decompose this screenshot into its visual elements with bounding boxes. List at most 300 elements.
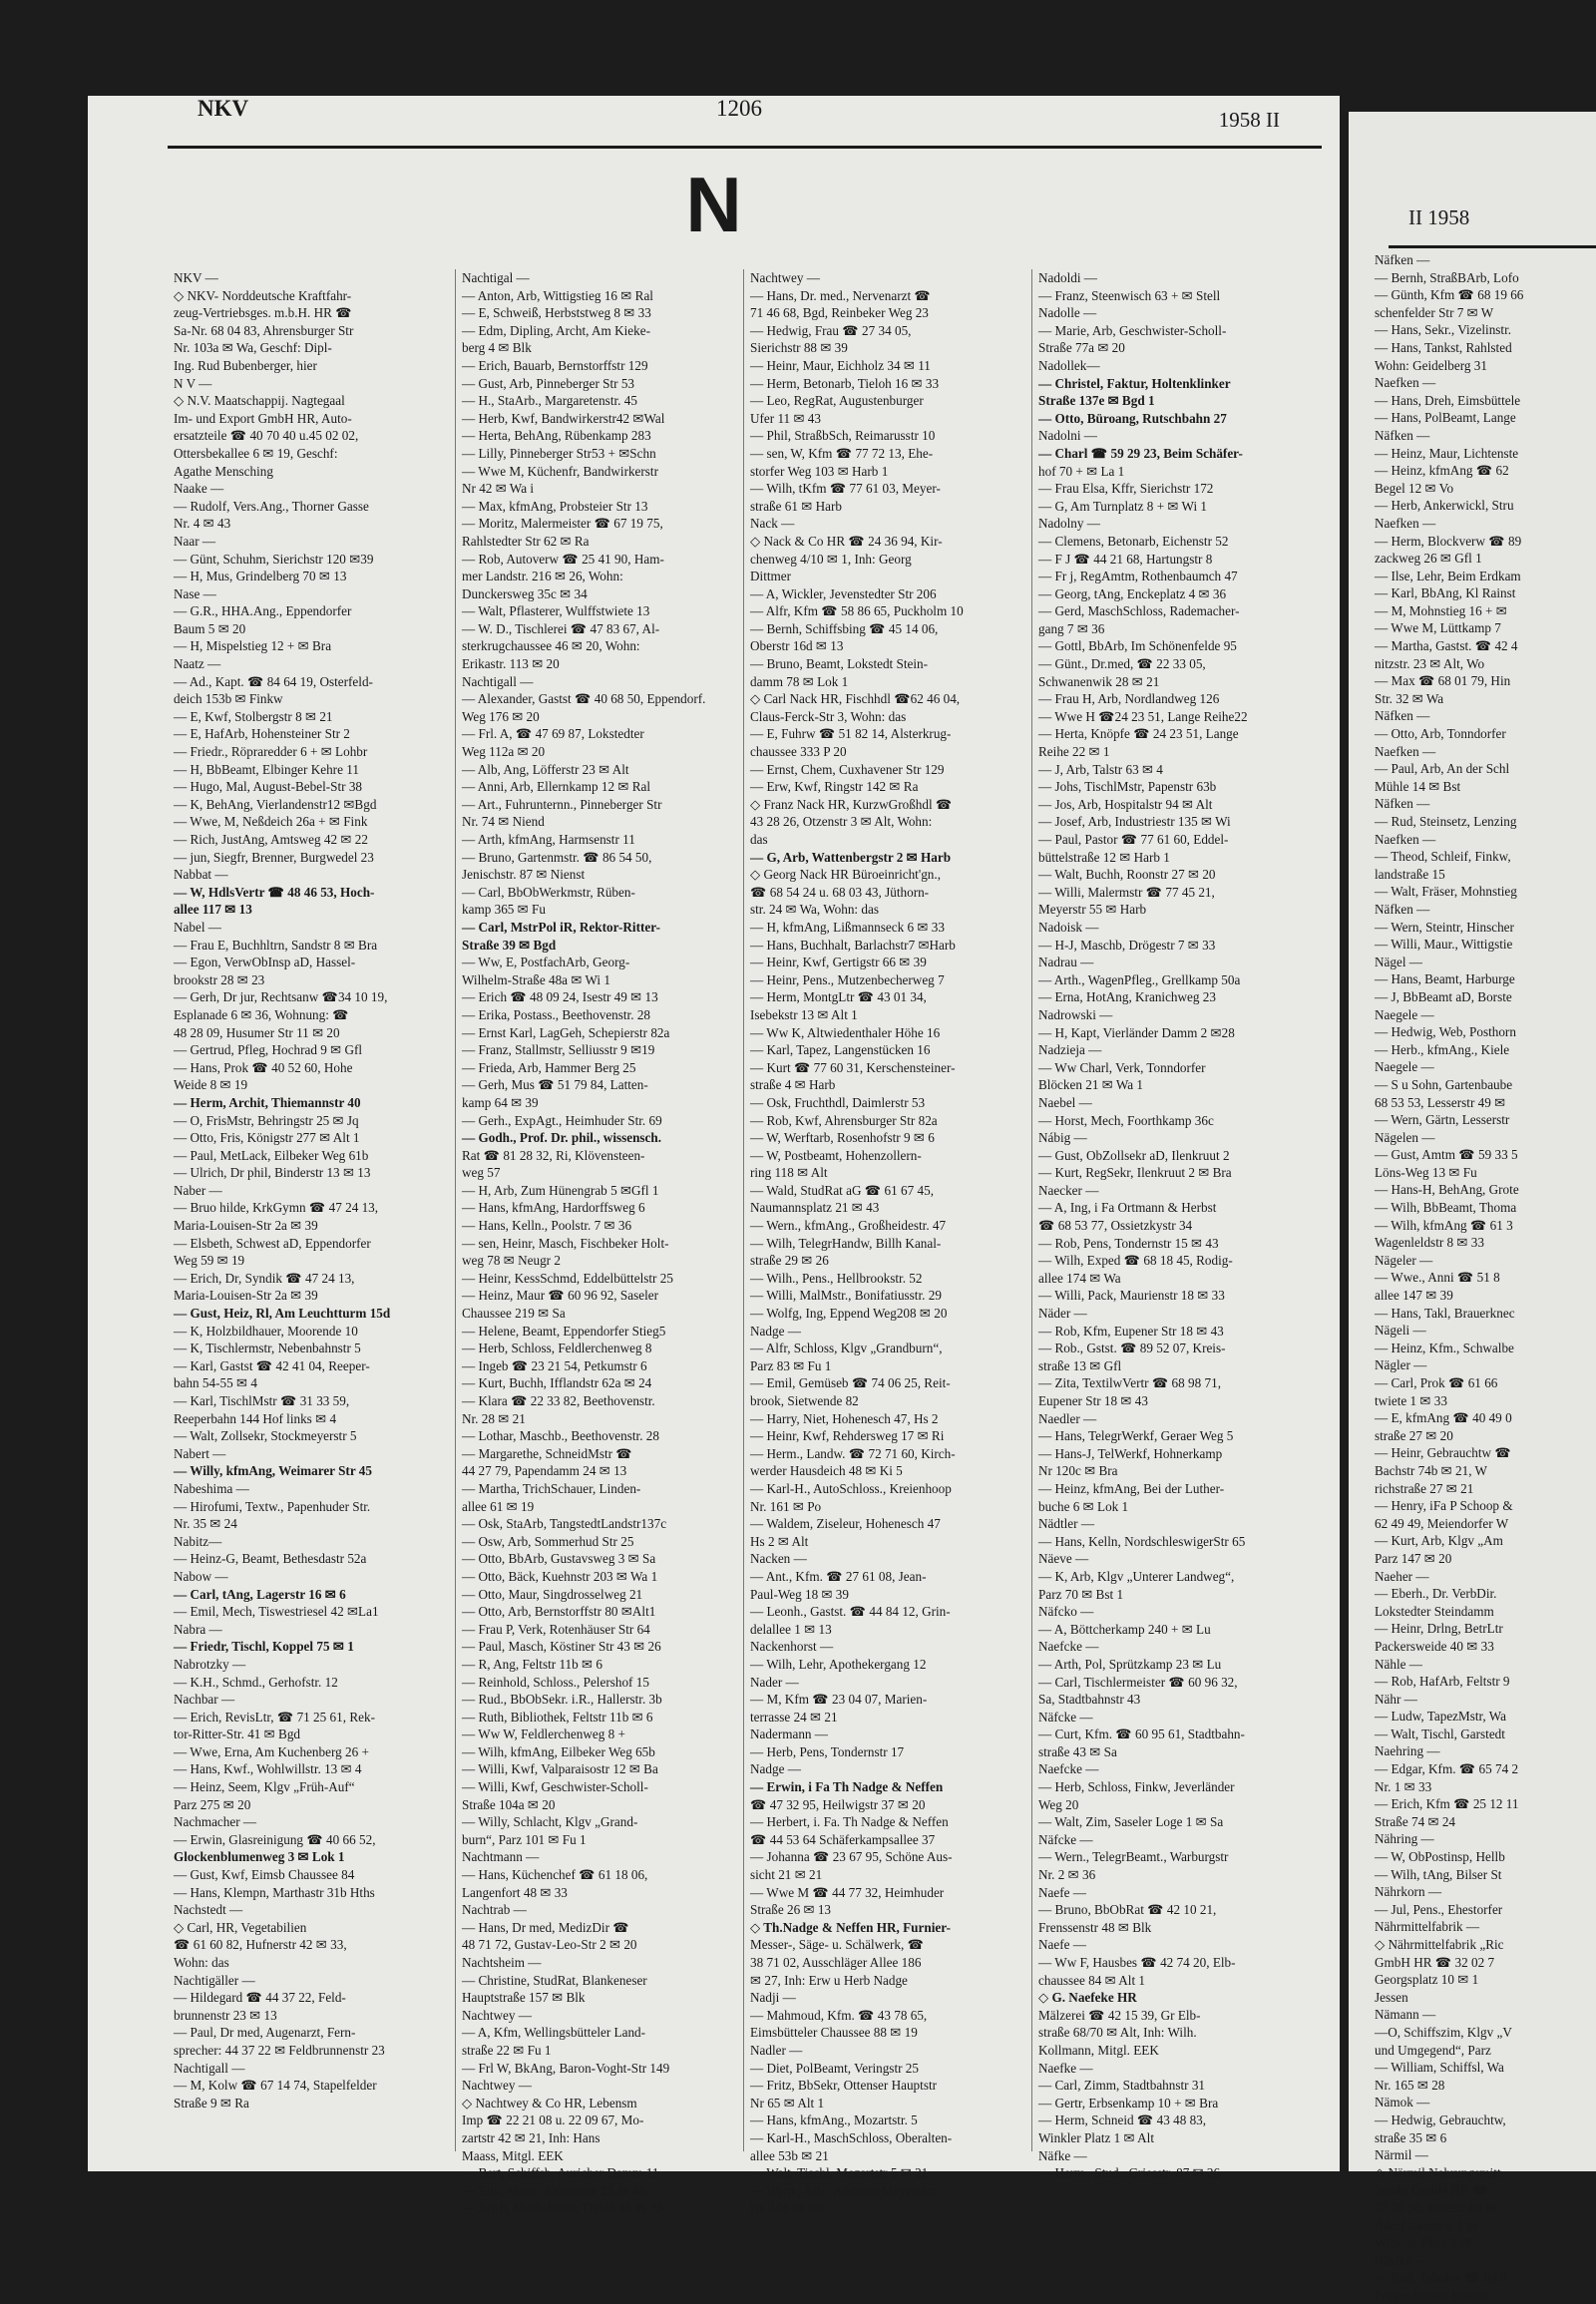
directory-line: Nadoisk — bbox=[1038, 919, 1099, 935]
directory-line: Naefcke — bbox=[1038, 1639, 1099, 1655]
directory-line: Straße 104a ✉ 20 bbox=[462, 1796, 556, 1812]
directory-line: Näfken — bbox=[1375, 708, 1430, 724]
directory-line: straße 35 ✉ 6 bbox=[1375, 2129, 1447, 2145]
directory-line: Naefken — bbox=[1375, 375, 1436, 391]
directory-line: — Egon, VerwObInsp aD, Hassel- bbox=[174, 955, 356, 970]
directory-line: — Frau P, Verk, Rotenhäuser Str 64 bbox=[462, 1621, 650, 1637]
directory-line: 43 28 26, Otzenstr 3 ✉ Alt, Wohn: bbox=[750, 814, 933, 830]
directory-line: — Wilh, Lehr, Apothekergang 12 bbox=[750, 1656, 927, 1672]
directory-line: Nack — bbox=[750, 516, 795, 532]
directory-line: und Umgegend“, Parz bbox=[1375, 2042, 1491, 2058]
directory-line: — Emil, Mech, Tiswestriesel 42 ✉La1 bbox=[174, 1604, 379, 1620]
directory-line: — Herta, BehAng, Rübenkamp 283 bbox=[462, 428, 651, 444]
directory-line: — K, BehAng, Vierlandenstr12 ✉Bgd bbox=[174, 796, 377, 812]
directory-line: — Kurt, Arb, Klgv „Am bbox=[1375, 1533, 1503, 1549]
directory-line: — Wern., kfmAng., Großheidestr. 47 bbox=[750, 1218, 947, 1234]
directory-line: — Frau H, Arb, Nordlandweg 126 bbox=[1038, 691, 1220, 707]
directory-line: Näfken — bbox=[1375, 796, 1430, 812]
directory-line: — H, Mispelstieg 12 + ✉ Bra bbox=[174, 638, 332, 654]
directory-line: Naefken — bbox=[1375, 831, 1436, 847]
directory-line: — Hedwig, Web, Posthorn bbox=[1375, 1024, 1516, 1040]
directory-line: — Franz, Steenwisch 63 + ✉ Stell bbox=[1038, 287, 1221, 303]
directory-line: — Herm, MontgLtr ☎ 43 01 34, bbox=[750, 989, 927, 1005]
directory-line: zeug-Vertriebsges. m.b.H. HR ☎ bbox=[174, 305, 352, 321]
directory-line: — Carl, Tischlermeister ☎ 60 96 32, bbox=[1038, 1674, 1238, 1690]
directory-line: — Hans, Prok ☎ 40 52 60, Hohe bbox=[174, 1059, 353, 1075]
directory-line: — W, ObPostinsp, Hellb bbox=[1375, 1849, 1505, 1865]
directory-line: — Wilh, kfmAng, Eilbeker Weg 65b bbox=[462, 1743, 655, 1759]
directory-line: — H, Arb, Zum Hünengrab 5 ✉Gfl 1 bbox=[462, 1182, 659, 1198]
directory-line: Baum 5 ✉ 20 bbox=[174, 620, 246, 636]
directory-line: — Herb, Kwf, Bandwirkerstr42 ✉Wal bbox=[462, 410, 665, 426]
directory-line: — Anni, Arb, Ellernkamp 12 ✉ Ral bbox=[462, 779, 651, 795]
directory-line: Wilhelm-Straße 48a ✉ Wi 1 bbox=[462, 971, 610, 987]
directory-line: Närmil — bbox=[1375, 2147, 1428, 2163]
directory-line: — Erwin, Glasreinigung ☎ 40 66 52, bbox=[174, 1831, 376, 1847]
directory-line: — Karl, Tapez, Langenstücken 16 bbox=[750, 1042, 931, 1058]
directory-line: — Heinz, Seem, Klgv „Früh-Auf“ bbox=[174, 1779, 355, 1795]
directory-line: ◇ G. Naefeke HR bbox=[1038, 1990, 1137, 2006]
directory-line: — Bernh, Schiffsbing ☎ 45 14 06, bbox=[750, 620, 939, 636]
directory-line: — Erich, Kfm ☎ 25 12 11 bbox=[1375, 1796, 1519, 1812]
directory-line: Imp ☎ 22 21 08 u. 22 09 67, Mo- bbox=[462, 2112, 644, 2128]
directory-line: — Erich, RevisLtr, ☎ 71 25 61, Rek- bbox=[174, 1709, 375, 1725]
directory-line: Nähr — bbox=[1375, 1691, 1417, 1707]
directory-line: — W, HdlsVertr ☎ 48 46 53, Hoch- bbox=[174, 884, 375, 900]
directory-line: — Herm, Betonarb, Tieloh 16 ✉ 33 bbox=[750, 375, 940, 391]
directory-line: Meyerstr 55 ✉ Harb bbox=[1038, 902, 1147, 918]
directory-line: 68 53 53, Lesserstr 49 ✉ bbox=[1375, 1094, 1506, 1110]
directory-line: richstraße 27 ✉ 21 bbox=[1375, 1480, 1474, 1496]
directory-line: Nadji — bbox=[750, 1990, 796, 2006]
directory-line: Nabeshima — bbox=[174, 1480, 249, 1496]
directory-line: Näfke — bbox=[1038, 2147, 1087, 2163]
directory-line: straße 29 ✉ 26 bbox=[750, 1253, 829, 1269]
directory-line: — Zita, TextilwVertr ☎ 68 98 71, bbox=[1038, 1375, 1222, 1391]
directory-line: Nachtwey — bbox=[462, 2078, 532, 2094]
directory-line: str. 24 ✉ Wa, Wohn: das bbox=[750, 902, 879, 918]
directory-line: — Wern, Steintr, Hinscher bbox=[1375, 919, 1514, 935]
directory-line: ◇ N.V. Maatschappij. Nagtegaal bbox=[174, 393, 345, 409]
directory-line: — Walt, Tischl, Mozartstr 5 ✉ 21 bbox=[750, 2165, 929, 2181]
directory-line: bahn 54-55 ✉ 4 bbox=[174, 1375, 257, 1391]
directory-line: Nr. 106 ✉ Bst bbox=[750, 2200, 825, 2216]
directory-line: — Carl, Zimm, Stadtbahnstr 31 bbox=[1038, 2078, 1206, 2094]
directory-line: Nadolny — bbox=[1038, 516, 1100, 532]
directory-line: — H-J, Maschb, Drögestr 7 ✉ 33 bbox=[1038, 937, 1216, 953]
directory-line: — Herbert, i. Fa. Th Nadge & Neffen bbox=[750, 1814, 949, 1830]
directory-line: Naar — bbox=[174, 533, 216, 549]
directory-line: Nadrowski — bbox=[1038, 1006, 1113, 1022]
directory-line: Nämok — bbox=[1375, 2095, 1430, 2111]
directory-line: — Wilh, kfmAng ☎ 61 3 bbox=[1375, 1217, 1513, 1233]
directory-line: — W. D., Tischlerei ☎ 47 83 67, Al- bbox=[462, 620, 660, 636]
directory-line: — A, Böttcherkamp 240 + ✉ Lu bbox=[1038, 1621, 1211, 1637]
directory-line: — Rob, Kfm, Eupener Str 18 ✉ 43 bbox=[1038, 1323, 1224, 1339]
directory-line: Nachtigäller — bbox=[174, 1972, 255, 1988]
directory-line: — Alb, Ang, Löfferstr 23 ✉ Alt bbox=[462, 761, 629, 777]
directory-line: — Jul, Pens., Ehestorfer bbox=[1375, 1901, 1503, 1917]
directory-line: Nr. 74 ✉ Niend bbox=[462, 814, 545, 830]
directory-line: — Osk, Fruchthdl, Daimlerstr 53 bbox=[750, 1094, 926, 1110]
directory-line: — Lilly, Pinneberger Str53 + ✉Schn bbox=[462, 445, 656, 461]
directory-line: — Paul, Masch, Köstiner Str 43 ✉ 26 bbox=[462, 1639, 661, 1655]
directory-line: — Rob, Kwf, Ahrensburger Str 82a bbox=[750, 1112, 938, 1128]
directory-line: — Walt, Buchh, Roonstr 27 ✉ 20 bbox=[1038, 867, 1216, 883]
directory-line: — Erwin, i Fa Th Nadge & Neffen bbox=[750, 1779, 944, 1795]
directory-line: — Heinz, kfmAng ☎ 62 bbox=[1375, 463, 1509, 479]
directory-line: weg 57 bbox=[462, 1165, 501, 1181]
directory-line: — Theod, Schleif, Finkw, bbox=[1375, 849, 1511, 865]
directory-line: 48 28 09, Husumer Str 11 ✉ 20 bbox=[174, 1024, 340, 1040]
directory-line: — Hans-J, TelWerkf, Hohnerkamp bbox=[1038, 1445, 1223, 1461]
directory-line: Sierichstr 88 ✉ 39 bbox=[750, 340, 848, 356]
directory-line: — Frl W, BkAng, Baron-Voght-Str 149 bbox=[462, 2060, 670, 2076]
directory-line: Nadge — bbox=[750, 1761, 801, 1777]
directory-line: — Frieda, Arb, Hammer Berg 25 bbox=[462, 1059, 636, 1075]
directory-line: Chaussee 219 ✉ Sa bbox=[462, 1306, 566, 1322]
directory-line: Naatz — bbox=[174, 656, 221, 672]
directory-line: — Hans, Beamt, Harburge bbox=[1375, 971, 1515, 987]
directory-line: — R, Ang, Feltstr 11b ✉ 6 bbox=[462, 1656, 602, 1672]
directory-line: — Wwe H ☎24 23 51, Lange Reihe22 bbox=[1038, 708, 1248, 724]
directory-line: Bachstr 74b ✉ 21, W bbox=[1375, 1462, 1487, 1478]
directory-line: Nr. 4 ✉ 43 bbox=[174, 516, 231, 532]
directory-line: Ing. Rud Bubenberger, hier bbox=[174, 357, 317, 373]
directory-line: straße 68/70 ✉ Alt, Inh: Wilh. bbox=[1038, 2025, 1197, 2041]
directory-line: — H, kfmAng, Lißmannseck 6 ✉ 33 bbox=[750, 919, 945, 935]
directory-line: — A, Kfm, Wellingsbütteler Land- bbox=[462, 2025, 646, 2041]
directory-line: Nabrotzky — bbox=[174, 1656, 246, 1672]
directory-line: — Charl ☎ 59 29 23, Beim Schäfer- bbox=[1038, 445, 1243, 461]
directory-line: Weg 176 ✉ 20 bbox=[462, 708, 540, 724]
directory-line: Nábig — bbox=[1038, 1130, 1087, 1146]
directory-line: — O, FrisMstr, Behringstr 25 ✉ Jq bbox=[174, 1112, 359, 1128]
directory-line: — Fr j, RegAmtm, Rothenbaumch 47 bbox=[1038, 569, 1238, 584]
directory-line: Nachtwey — bbox=[750, 270, 820, 285]
directory-line: Nabow — bbox=[174, 1568, 228, 1584]
directory-line: — Hans, Dreh, Eimsbüttele bbox=[1375, 392, 1521, 408]
directory-line: Frenssenstr 48 ✉ Blk bbox=[1038, 1919, 1152, 1935]
directory-line: — Herb, Ankerwickl, Stru bbox=[1375, 498, 1514, 514]
directory-line: — Gust, Heiz, Rl, Am Leuchtturm 15d bbox=[174, 1306, 391, 1322]
directory-line: Wohn: Geidelberg 31 bbox=[1375, 357, 1487, 373]
directory-line: Nr. 35 ✉ 24 bbox=[174, 1516, 237, 1532]
directory-line: ☎ 61 60 82, Hufnerstr 42 ✉ 33, bbox=[174, 1937, 347, 1953]
directory-line: — Wilh, tAng, Bilser St bbox=[1375, 1866, 1502, 1882]
directory-line: deich 153b ✉ Finkw bbox=[174, 691, 283, 707]
directory-line: — Hans, Kelln, NordschleswigerStr 65 bbox=[1038, 1533, 1246, 1549]
directory-line: — Hans, kfmAng, Hardorffsweg 6 bbox=[462, 1200, 645, 1216]
directory-line: — Carl, tAng, Lagerstr 16 ✉ 6 bbox=[174, 1586, 346, 1602]
directory-line: Naefken — bbox=[1375, 743, 1436, 759]
directory-line: — Eberh., Dr. VerbDir. bbox=[1375, 1586, 1497, 1602]
directory-line: buche 6 ✉ Lok 1 bbox=[1038, 1498, 1129, 1514]
directory-line: — Hedwig, Gebrauchtw, bbox=[1375, 2112, 1506, 2127]
directory-line: — Walt, Zim, Saseler Loge 1 ✉ Sa bbox=[1038, 1814, 1224, 1830]
directory-line: — Erika, Postass., Beethovenstr. 28 bbox=[462, 1006, 651, 1022]
directory-line: Georgsplatz 10 ✉ 1 bbox=[1375, 1972, 1479, 1988]
directory-line: Winkler Platz 1 ✉ Alt bbox=[1038, 2129, 1155, 2145]
directory-line: — Hans, Tankst, Rahlsted bbox=[1375, 339, 1512, 355]
directory-line: das bbox=[750, 832, 768, 847]
directory-line: Nadoldi — bbox=[1038, 270, 1097, 285]
directory-line: — Ww, E, PostfachArb, Georg- bbox=[462, 955, 630, 970]
directory-line: chaussee 84 ✉ Alt 1 bbox=[1038, 1972, 1146, 1988]
directory-line: — Gerh, Mus ☎ 51 79 84, Latten- bbox=[462, 1077, 648, 1093]
directory-line: straße 13 ✉ Gfl bbox=[1038, 1357, 1122, 1373]
directory-line: — Wilh, tKfm ☎ 77 61 03, Meyer- bbox=[750, 481, 941, 497]
directory-line: — E, Kwf, Stolbergstr 8 ✉ 21 bbox=[174, 708, 333, 724]
column-3 bbox=[743, 269, 1031, 2216]
directory-line: — Karl-H., AutoSchloss., Kreienhoop bbox=[750, 1480, 952, 1496]
directory-line: — Ernst Karl, LagGeh, Schepierstr 82a bbox=[462, 1024, 670, 1040]
directory-line: — Godh., Prof. Dr. phil., wissensch. bbox=[462, 1130, 662, 1146]
directory-line: Nährkorn — bbox=[1375, 1884, 1442, 1900]
directory-line: — Ww W, Feldlerchenweg 8 + bbox=[462, 1727, 625, 1742]
directory-line: ◇ Nachtwey & Co HR, Lebensm bbox=[462, 2095, 637, 2111]
column-1 bbox=[168, 269, 455, 2151]
directory-line: — Friedr., Röpraredder 6 + ✉ Lohbr bbox=[174, 744, 368, 760]
directory-line: Parz 83 ✉ Fu 1 bbox=[750, 1357, 832, 1373]
directory-line: — K, Arb, Klgv „Unterer Landweg“, bbox=[1038, 1568, 1235, 1584]
directory-line: — Hans, Klempn, Marthastr 31b Hths bbox=[174, 1884, 375, 1900]
directory-line: 71 46 68, Bgd, Reinbeker Weg 23 bbox=[750, 305, 929, 321]
directory-line: zackweg 26 ✉ Gfl 1 bbox=[1375, 551, 1482, 567]
directory-line: — K, Tischlermstr, Nebenbahnstr 5 bbox=[174, 1341, 361, 1356]
directory-line: damm 78 ✉ Lok 1 bbox=[750, 673, 849, 689]
directory-line: — Kurt, RegSekr, Ilenkruut 2 ✉ Bra bbox=[1038, 1165, 1232, 1181]
directory-line: — Carl, BbObWerkmstr, Rüben- bbox=[462, 884, 635, 900]
directory-line: — Otto, BbArb, Gustavsweg 3 ✉ Sa bbox=[462, 1551, 656, 1567]
directory-line: — Willi, Kwf, Valparaisostr 12 ✉ Ba bbox=[462, 1761, 658, 1777]
directory-line: — Moritz, Malermeister ☎ 67 19 75, bbox=[462, 516, 663, 532]
directory-line: — Alexander, Gastst ☎ 40 68 50, Eppendorf. bbox=[462, 691, 706, 707]
directory-line: — Wilh, BbBeamt, Thoma bbox=[1375, 1200, 1517, 1216]
directory-line: Nägel — bbox=[1375, 954, 1422, 969]
directory-line: brookstr 28 ✉ 23 bbox=[174, 971, 265, 987]
directory-line: Naefcke — bbox=[1038, 1761, 1099, 1777]
directory-line: Agathe Mensching bbox=[174, 463, 273, 479]
directory-line: — Frl. A, ☎ 47 69 87, Lokstedter bbox=[462, 726, 644, 742]
directory-line: — Bruno, Beamt, Lokstedt Stein- bbox=[750, 656, 929, 672]
directory-line: ☎ 68 54 24 u. 68 03 43, Jüthorn- bbox=[750, 884, 930, 900]
directory-line: — Wolfg, Ing, Eppend Weg208 ✉ 20 bbox=[750, 1306, 948, 1322]
directory-line: — Wwe., Anni ☎ 51 8 bbox=[1375, 1270, 1500, 1286]
directory-line: Nr. 2 ✉ 36 bbox=[1038, 1867, 1096, 1883]
directory-line: — Elsbeth, Schwest aD, Eppendorfer bbox=[174, 1235, 371, 1251]
directory-line: Naber — bbox=[174, 1182, 222, 1198]
directory-line: Maass, Mitgl. EEK bbox=[462, 2147, 564, 2163]
directory-line: — Gust, Arb, Pinneberger Str 53 bbox=[462, 375, 635, 391]
directory-line: 62 49 49, Meiendorfer W bbox=[1375, 1515, 1509, 1531]
directory-line: Mühle 14 ✉ Bst bbox=[1375, 778, 1461, 794]
directory-line: Nadge — bbox=[750, 1323, 801, 1339]
directory-line: — Alfr, Schloss, Klgv „Grandburn“, bbox=[750, 1341, 943, 1356]
directory-line: chaussee 333 P 20 bbox=[750, 744, 847, 760]
directory-line: Nase — bbox=[174, 585, 216, 601]
directory-line: ring 118 ✉ Alt bbox=[750, 1165, 828, 1181]
directory-line: Winkles Platz 1 ✉ bbox=[1375, 2235, 1472, 2251]
directory-line: — Günth, Kfm ☎ 68 19 66 bbox=[1375, 287, 1524, 303]
directory-line: — Ilse, Lehr, Beim Erdkam bbox=[1375, 568, 1521, 583]
directory-line: — A, Ing, i Fa Ortmann & Herbst bbox=[1038, 1200, 1217, 1216]
directory-line: Nr 42 ✉ Wa i bbox=[462, 481, 535, 497]
directory-line: — Klara ☎ 22 33 82, Beethovenstr. bbox=[462, 1393, 655, 1408]
directory-line: Nachmacher — bbox=[174, 1814, 257, 1830]
directory-line: ✉ 27, Inh: Erw u Herb Nadge bbox=[750, 1972, 908, 1988]
directory-line: Weg 20 bbox=[1038, 1796, 1079, 1812]
directory-line: — Ww F, Hausbes ☎ 42 74 20, Elb- bbox=[1038, 1955, 1236, 1970]
directory-line: — Heinr, Kwf, Gertigstr 66 ✉ 39 bbox=[750, 955, 927, 970]
directory-line: — Heinz-G, Beamt, Bethesdastr 52a bbox=[174, 1551, 367, 1567]
directory-line: — Herb, Schloss, Finkw, Jeverländer bbox=[1038, 1779, 1235, 1795]
directory-line: Näfken — bbox=[1375, 427, 1430, 443]
directory-line: — Gertrud, Pfleg, Hochrad 9 ✉ Gfl bbox=[174, 1042, 363, 1058]
directory-line: — Otto, Bäck, Kuehnstr 203 ✉ Wa 1 bbox=[462, 1568, 658, 1584]
directory-line: zartstr 42 ✉ 21, Inh: Hans bbox=[462, 2129, 600, 2145]
directory-line: ◇ NKV- Norddeutsche Kraftfahr- bbox=[174, 287, 352, 303]
directory-line: — Rud, Steinsetz, Lenzing bbox=[1375, 814, 1517, 829]
directory-line: Schwanenwik 28 ✉ 21 bbox=[1038, 673, 1160, 689]
directory-line: — Herb, Schloss, Feldlerchenweg 8 bbox=[462, 1341, 652, 1356]
directory-line: — Willi, MalMstr., Bonifatiusstr. 29 bbox=[750, 1288, 942, 1304]
directory-line: — Phil, StraßbSch, Reimarusstr 10 bbox=[750, 428, 936, 444]
directory-line: brunnenstr 23 ✉ 13 bbox=[174, 2007, 277, 2023]
directory-line: — Wwe, M, Neßdeich 26a + ✉ Fink bbox=[174, 814, 368, 830]
directory-line: storfer Weg 103 ✉ Harb 1 bbox=[750, 463, 889, 479]
directory-line: — Henry, iFa P Schoop & bbox=[1375, 1498, 1513, 1514]
directory-line: — Erich, Bauarb, Bernstorffstr 129 bbox=[462, 357, 648, 373]
directory-line: Nr. 1 ✉ 33 bbox=[1375, 1778, 1432, 1794]
directory-line: — Leonh., Gastst. ☎ 44 84 12, Grin- bbox=[750, 1604, 951, 1620]
directory-line: — Hans, PolBeamt, Lange bbox=[1375, 410, 1516, 426]
directory-line: — Martha, TrichSchauer, Linden- bbox=[462, 1480, 641, 1496]
directory-line: — Paul, Pastor ☎ 77 61 60, Eddel- bbox=[1038, 832, 1229, 847]
directory-line: — Bernh, StraßBArb, Lofo bbox=[1375, 269, 1519, 285]
directory-line: — Christine, StudRat, Blankeneser bbox=[462, 1972, 647, 1988]
directory-line: — Curt, Kfm. ☎ 60 95 61, Stadtbahn- bbox=[1038, 1727, 1245, 1742]
directory-line: GmbH HR ☎ 32 02 7 bbox=[1375, 1954, 1495, 1970]
directory-line: Str. 32 ✉ Wa bbox=[1375, 690, 1444, 706]
directory-line: — Bruno, Gartenmstr. ☎ 86 54 50, bbox=[462, 849, 652, 865]
directory-line: — Heinz, Maur ☎ 60 96 92, Saseler bbox=[462, 1288, 658, 1304]
directory-line: — Heinr, Pens., Mutzenbecherweg 7 bbox=[750, 971, 945, 987]
directory-line: — Hans, Sekr., Vizelinstr. bbox=[1375, 322, 1512, 338]
directory-line: Näeve — bbox=[1038, 1551, 1089, 1567]
directory-line: hof 70 + ✉ La 1 bbox=[1038, 463, 1125, 479]
directory-line: — Rudolf, Vers.Ang., Thorner Gasse bbox=[174, 498, 369, 514]
directory-line: Hauptstraße 157 ✉ Blk bbox=[462, 1990, 586, 2006]
directory-line: Parz 275 ✉ 20 bbox=[174, 1796, 251, 1812]
directory-line: Paul-Weg 18 ✉ 39 bbox=[750, 1586, 849, 1602]
directory-line: — Ulrich, Dr phil, Binderstr 13 ✉ 13 bbox=[174, 1165, 371, 1181]
directory-line: — Bert, Schiffsb, Auricher Damm 11 bbox=[462, 2165, 659, 2181]
directory-line: ◇ Carl, HR, Vegetabilien bbox=[174, 1919, 307, 1935]
directory-line: Jessen bbox=[1375, 1989, 1408, 2005]
directory-line: — Hans-H, BehAng, Grote bbox=[1375, 1182, 1519, 1198]
directory-line: Nachtrab — bbox=[462, 1902, 527, 1918]
directory-line: Packersweide 40 ✉ 33 bbox=[1375, 1638, 1494, 1654]
directory-line: Nähle — bbox=[1375, 1656, 1422, 1672]
directory-line: — Waldem, Ziseleur, Hohenesch 47 bbox=[750, 1516, 941, 1532]
directory-line: — Heinr, Kwf, Rehdersweg 17 ✉ Ri bbox=[750, 1428, 945, 1444]
directory-line: — Ruth, Bibliothek, Feltstr 11b ✉ 6 bbox=[462, 1709, 653, 1725]
directory-line: — G, Am Turnplatz 8 + ✉ Wi 1 bbox=[1038, 498, 1208, 514]
directory-line: Begel 12 ✉ Vo bbox=[1375, 480, 1454, 496]
directory-line: Naedler — bbox=[1038, 1410, 1097, 1426]
directory-line: Eupener Str 18 ✉ 43 bbox=[1038, 1393, 1148, 1408]
directory-line: weg 78 ✉ Neugr 2 bbox=[462, 1253, 561, 1269]
directory-line: Naake — bbox=[174, 481, 224, 497]
directory-line: Kollmann, Mitgl. EEK bbox=[1038, 2042, 1159, 2058]
directory-line: Rahlstedter Str 62 ✉ Ra bbox=[462, 533, 590, 549]
directory-line: nitzstr. 23 ✉ Alt, Wo bbox=[1375, 655, 1485, 671]
directory-line: Nädtler — bbox=[1038, 1516, 1095, 1532]
directory-line: — Diet, PolBeamt, Veringstr 25 bbox=[750, 2060, 919, 2076]
directory-line: kamp 64 ✉ 39 bbox=[462, 1094, 539, 1110]
directory-line: ☎ 44 53 64 Schäferkampsallee 37 bbox=[750, 1831, 936, 1847]
directory-line: — Gerh., ExpAgt., Heimhuder Str. 69 bbox=[462, 1112, 662, 1128]
directory-line: Erikastr. 113 ✉ 20 bbox=[462, 656, 560, 672]
directory-line: — Osw, Arb, Sommerhud Str 25 bbox=[462, 1533, 634, 1549]
directory-line: — Frau Elsa, Kffr, Sierichstr 172 bbox=[1038, 481, 1214, 497]
directory-line: Straße 9 ✉ Ra bbox=[174, 2095, 249, 2111]
directory-line: — Kurt ☎ 77 60 31, Kerschensteiner- bbox=[750, 1059, 956, 1075]
directory-line: — Rob, HafArb, Feltstr 9 bbox=[1375, 1674, 1510, 1690]
directory-line: gang 7 ✉ 36 bbox=[1038, 620, 1105, 636]
directory-line: Nämann — bbox=[1375, 2007, 1436, 2023]
directory-line: landstraße 15 bbox=[1375, 866, 1445, 882]
directory-line: — Willi, Pack, Maurienstr 18 ✉ 33 bbox=[1038, 1288, 1225, 1304]
directory-line: Näfken — bbox=[1375, 252, 1430, 267]
directory-line: — M, Kfm ☎ 23 04 07, Marien- bbox=[750, 1692, 928, 1708]
directory-line: allee 61 ✉ 19 bbox=[462, 1498, 535, 1514]
directory-line: — Heinr, Drlng, BetrLtr bbox=[1375, 1621, 1503, 1637]
directory-line: — W, Werftarb, Rosenhofstr 9 ✉ 6 bbox=[750, 1130, 935, 1146]
directory-line: Parz 147 ✉ 20 bbox=[1375, 1550, 1452, 1566]
directory-line: — Arth., WagenPfleg., Grellkamp 50a bbox=[1038, 971, 1241, 987]
directory-line: — Hans, kfmAng., Mozartstr. 5 bbox=[750, 2112, 918, 2128]
directory-line: straße 22 ✉ Fu 1 bbox=[462, 2042, 552, 2058]
directory-line: sterkrugchaussee 46 ✉ 20, Wohn: bbox=[462, 638, 640, 654]
directory-line: Naefe — bbox=[1038, 1884, 1086, 1900]
directory-line: Hs 2 ✉ Alt bbox=[750, 1533, 809, 1549]
directory-line: büttelstraße 12 ✉ Harb 1 bbox=[1038, 849, 1170, 865]
directory-line: — K, Holzbildhauer, Moorende 10 bbox=[174, 1323, 358, 1339]
directory-line: Mälzerei ☎ 42 15 39, Gr Elb- bbox=[1038, 2007, 1201, 2023]
directory-line: — Gerh, Dr jur, Rechtsanw ☎34 10 19, bbox=[174, 989, 388, 1005]
directory-line: — Wilh, TelegrHandw, Billh Kanal- bbox=[750, 1235, 942, 1251]
directory-line: — Wwe M, Küchenfr, Bandwirkerstr bbox=[462, 463, 658, 479]
directory-line: Dittmer bbox=[750, 569, 792, 584]
directory-line: — Hildegard ☎ 44 37 22, Feld- bbox=[174, 1990, 346, 2006]
directory-line: Glockenblumenweg 3 ✉ Lok 1 bbox=[174, 1849, 345, 1865]
directory-line: — Willi, Kwf, Geschwister-Scholl- bbox=[462, 1779, 648, 1795]
directory-line: — Wilh, Exped ☎ 68 18 45, Rodig- bbox=[1038, 1253, 1233, 1269]
directory-line: Näsfke — bbox=[1375, 2252, 1428, 2268]
directory-line: N V — bbox=[174, 375, 212, 391]
directory-line: Sa, Stadtbahnstr 43 bbox=[1038, 1692, 1141, 1708]
directory-line: Nachtwey — bbox=[462, 2007, 532, 2023]
directory-line: — Josef, Arb, Industriestr 135 ✉ Wi bbox=[1038, 814, 1231, 830]
directory-line: schenfelder Str 7 ✉ W bbox=[1375, 304, 1494, 320]
directory-line: — sen, W, Kfm ☎ 77 72 13, Ehe- bbox=[750, 445, 934, 461]
directory-line: — Heinr, KessSchmd, Eddelbüttelstr 25 bbox=[462, 1270, 673, 1286]
directory-line: Nadler — bbox=[750, 2042, 803, 2058]
directory-line: — Otto, Arb, Bernstorffstr 80 ✉Alt1 bbox=[462, 1604, 656, 1620]
directory-line: — Fritz, BbSekr, Ottenser Hauptstr bbox=[750, 2078, 938, 2094]
